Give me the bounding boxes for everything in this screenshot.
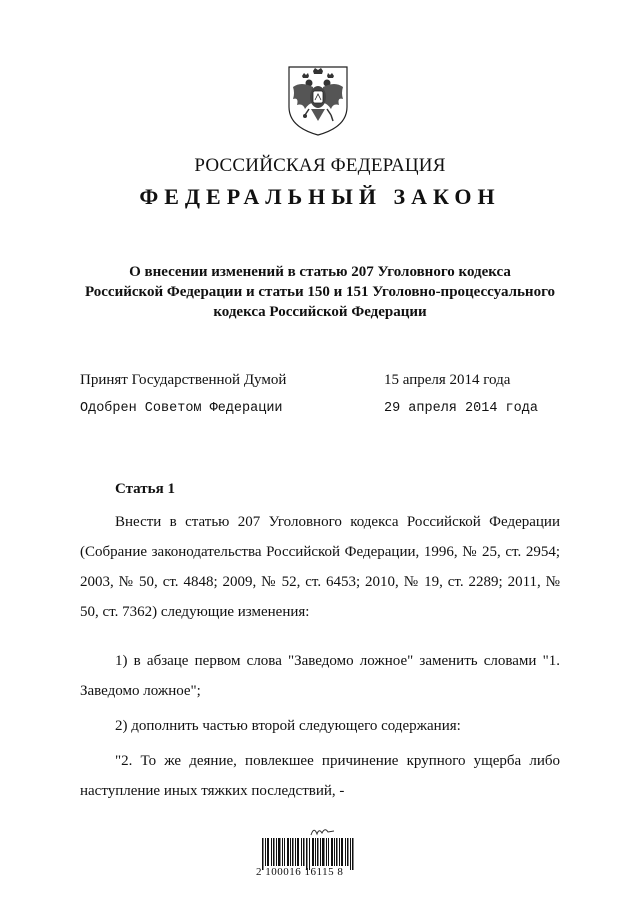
handwritten-initials (308, 824, 338, 838)
state-name: РОССИЙСКАЯ ФЕДЕРАЦИЯ (194, 155, 446, 176)
article-quote: "2. То же деяние, повлекшее причинение крупного ущерба либо наступление иных тяжких последствий, - (80, 753, 560, 799)
article-intro-paragraph: Внести в статью 207 Уголовного кодекса Российской Федерации (Собрание законодательства Российской Федерации, 1996, № 25, ст. 2954; 2003, № 50, ст. 4848; 2009, № 52, ст. 6453; 2010, № 19, ст. 2289; 2011, № 50, ст. 7362) следующие изменения: (80, 514, 560, 620)
article-item-1: 1) в абзаце первом слова "Заведомо ложное" заменить словами "1. Заведомо ложное"; (80, 653, 560, 699)
coat-of-arms-icon (283, 63, 353, 137)
article-item-2: 2) дополнить частью второй следующего содержания: (115, 718, 461, 734)
council-label: Одобрен Советом Федерации (80, 401, 283, 416)
law-title-line: Российской Федерации и статьи 150 и 151 Уголовно-процессуального (84, 284, 556, 300)
law-title-line: кодекса Российской Федерации (213, 304, 427, 320)
duma-date: 15 апреля 2014 года (384, 372, 511, 388)
law-type: ФЕДЕРАЛЬНЫЙ ЗАКОН (139, 184, 501, 209)
law-title (60, 262, 580, 322)
barcode-number: 2 100016 16115 8 (256, 866, 344, 878)
council-date: 29 апреля 2014 года (384, 401, 538, 416)
article-heading: Статья 1 (115, 481, 175, 497)
law-title-line: О внесении изменений в статью 207 Уголовного кодекса (129, 264, 511, 280)
duma-label: Принят Государственной Думой (80, 372, 287, 388)
